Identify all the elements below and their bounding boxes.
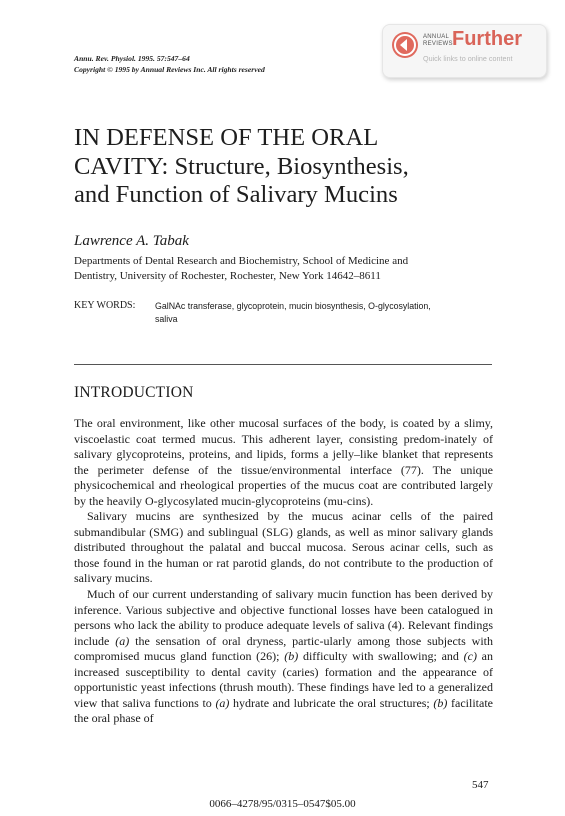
body-text [74,416,493,727]
author-affiliation: Departments of Dental Research and Biochemistry, School of Medicine and Dentistry, University of Rochester, Rochester, New York 14642–8611 [74,255,409,283]
paragraph-3: Much of our current understanding of salivary mucin function has been derived by inference. Various subjective and objective functional losses have been catalogued in persons who lack the ability to produce adequate levels of saliva (4). Relevant findings include (a) the sensation of oral dryness, partic-ularly among those subjects with compromised mucus gland function (26); (b) difficulty with swallowing; and (c) an increased susceptibility to dental cavity (caries) formation and the appearance of opportunistic yeast infections (thrush mouth). These findings have led to a generalized view that saliva functions to (a) hydrate and lubricate the oral structures; (b) facilitate the oral phase of [74,587,494,726]
keywords-list: GalNAc transferase, glycoprotein, mucin biosynthesis, O-glycosylation, saliva [155,301,431,324]
paragraph-2: Salivary mucins are synthesized by the mucus acinar cells of the paired submandibular (SMG) and sublingual (SLG) glands, as well as minor salivary glands distributed throughout the palatal and buccal mucosa. Serous acinar cells, such as those found in the human or rat parotid glands, do not contribute to the production of salivary mucins. [74,509,493,586]
paragraph-1: The oral environment, like other mucosal surfaces of the body, is coated by a slimy, viscoelastic coat termed mucus. This adherent layer, consisting predom-inately of salivary glycoproteins, proteins, and lipids, forms a jelly–like blanket that represents the perimeter defense of the tissue/environmental interface (77). The unique physicochemical and rheological properties of the mucus coat are contributed largely by the heavily O-glycosylated mucin-glycoproteins (mu-cins). [74,416,493,508]
further-tagline: Quick links to online content [423,54,513,63]
further-badge[interactable] [382,24,547,78]
page-number: 547 [472,779,489,791]
author-name: Lawrence A. Tabak [74,233,189,249]
annual-reviews-logo-icon [392,32,418,58]
section-heading: INTRODUCTION [74,384,194,401]
section-divider [74,364,492,365]
further-label: Further [452,28,522,50]
journal-citation: Annu. Rev. Physiol. 1995. 57:547–64 [74,54,190,63]
journal-header [74,53,265,75]
article-title: IN DEFENSE OF THE ORAL CAVITY: Structure, Biosynthesis, and Function of Salivary Mucins [74,124,409,208]
keywords-label: KEY WORDS: [74,300,136,311]
copyright-notice: Copyright © 1995 by Annual Reviews Inc. All rights reserved [74,65,265,74]
issn-footer: 0066–4278/95/0315–0547$05.00 [209,798,356,810]
brand-wordmark: ANNUAL REVIEWS [423,34,453,47]
